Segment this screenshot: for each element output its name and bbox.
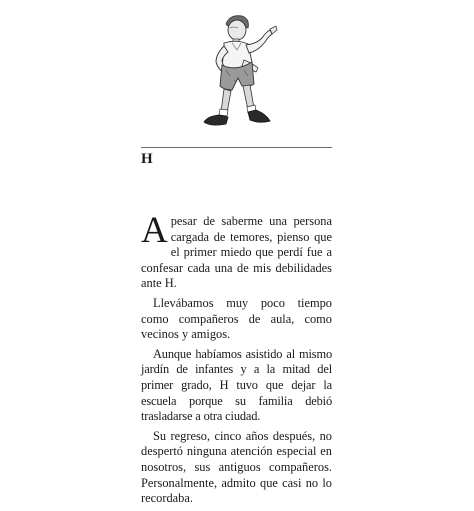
paragraph-1-text: pesar de saberme una persona cargada de temores, pienso que el primer miedo que perdí fue a confesar cada una de mis debilidades ante H.	[141, 214, 332, 291]
chapter-title: H	[141, 151, 154, 167]
title-divider	[141, 147, 332, 148]
boy-illustration	[186, 10, 286, 138]
paragraph-4: Su regreso, cinco años después, no despertó ninguna atención especial en nosotros, sus antiguos compañeros. Personalmente, admito que casi no lo recordaba.	[141, 428, 332, 506]
paragraph-1	[141, 210, 332, 292]
story-text	[141, 210, 332, 511]
paragraph-3: Aunque habíamos asistido al mismo jardín de infantes y a la mitad del primer grado, H tuvo que dejar la escuela porque su familia debió trasladarse a otra ciudad.	[141, 346, 332, 424]
drop-cap: A	[141, 210, 168, 251]
paragraph-2: Llevábamos muy poco tiempo como compañeros de aula, como vecinos y amigos.	[141, 295, 332, 342]
